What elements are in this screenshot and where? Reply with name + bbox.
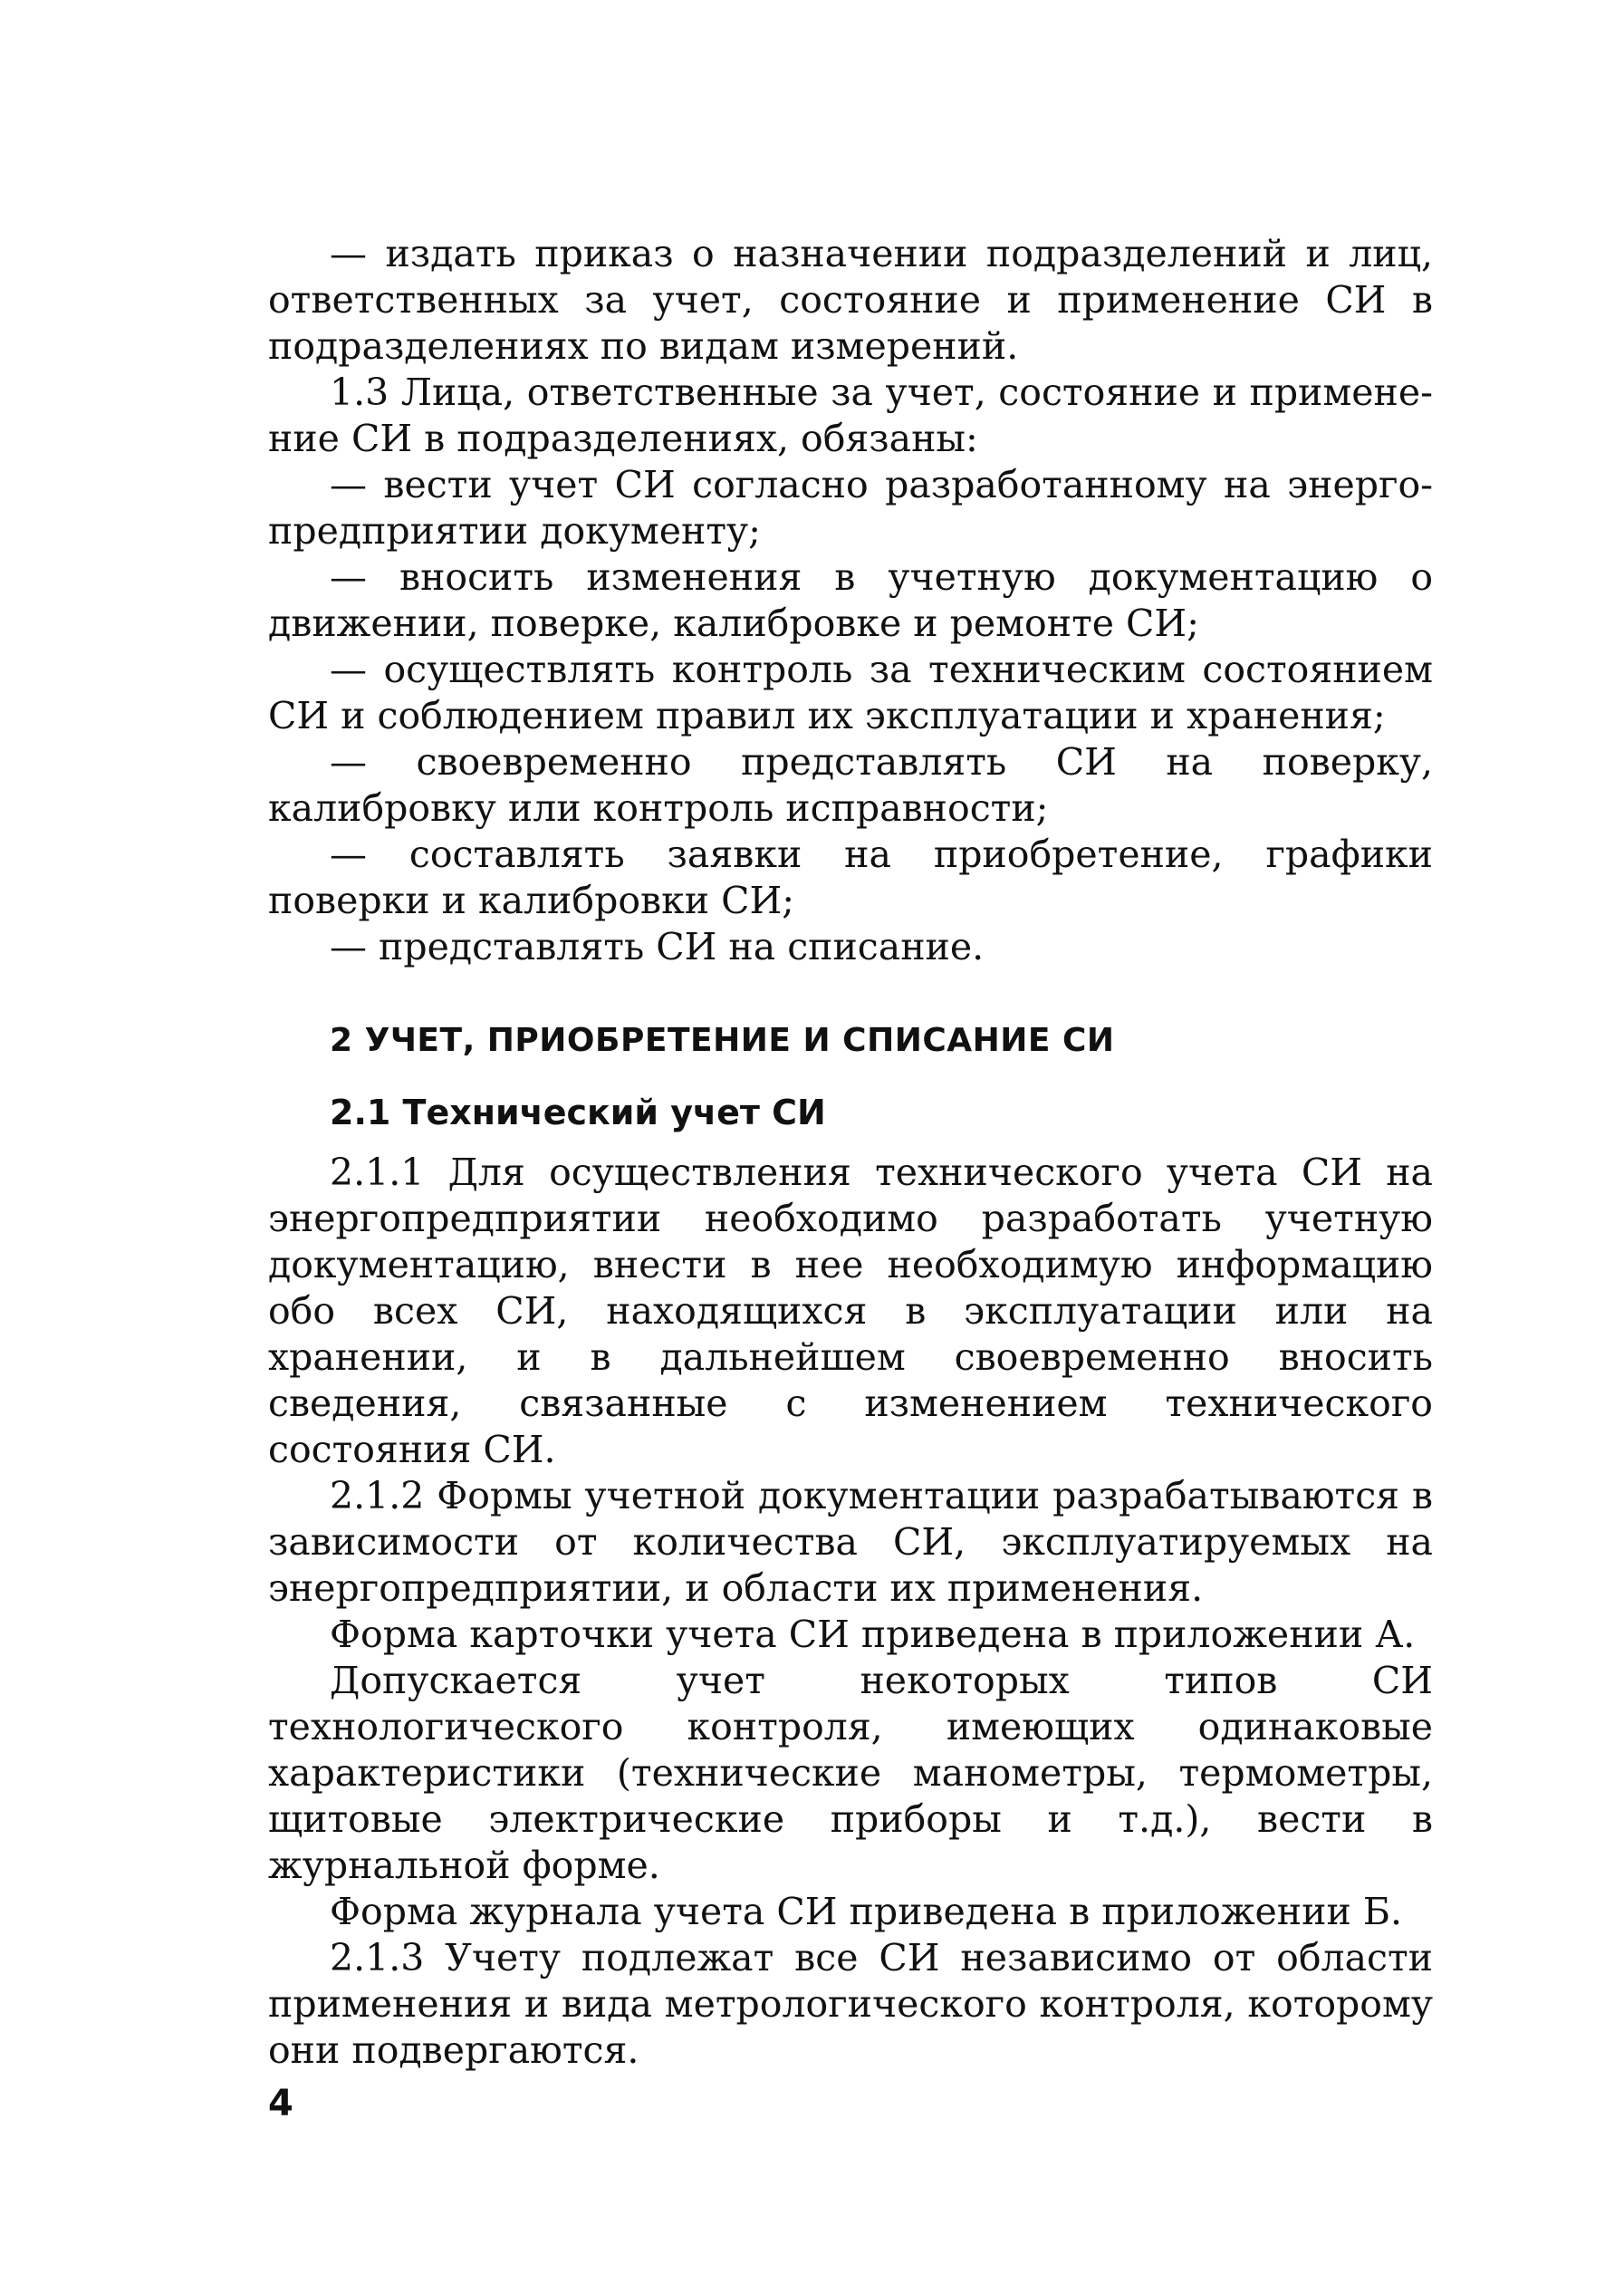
paragraph-2-1-2: 2.1.2 Формы учетной документации разрабатываются в зависимости от количества СИ, эксплуатируемых на энергопредприятии, и области их применения. xyxy=(268,1474,1433,1610)
paragraph-card-form: Форма карточки учета СИ приведена в приложении А. xyxy=(330,1613,1416,1656)
paragraph-journal-form: Форма журнала учета СИ приведена в приложении Б. xyxy=(330,1890,1402,1933)
paragraph-order-responsibles: — издать приказ о назначении подразделений и лиц, ответственных за учет, состояние и применение СИ в подразделениях по видам измерений. xyxy=(268,232,1433,368)
paragraph-2-1-3: 2.1.3 Учету подлежат все СИ независимо от области применения и вида метрологического контроля, которому они подвергаются. xyxy=(268,1936,1433,2072)
list-item-write-off: — представлять СИ на списание. xyxy=(330,925,985,968)
document-page xyxy=(268,231,1433,2074)
paragraph-1-3-duties-intro: 1.3 Лица, ответственные за учет, состояние и применение СИ в подразделениях, обязаны: xyxy=(268,371,1433,460)
list-item-update-documentation: — вносить изменения в учетную документацию о движении, поверке, калибровке и ремонте СИ; xyxy=(268,555,1433,645)
paragraph-journal-allowed: Допускается учет некоторых типов СИ технологического контроля, имеющих одинаковые характеристики (технические манометры, термометры, щитовые электрические приборы и т.д.), вести в журнальной форме. xyxy=(268,1659,1433,1887)
list-item-make-requests: — составлять заявки на приобретение, графики поверки и калибровки СИ; xyxy=(268,833,1433,922)
list-item-submit-verification: — своевременно представлять СИ на поверку, калибровку или контроль исправности; xyxy=(268,740,1433,830)
list-item-keep-records: — вести учет СИ согласно разработанному на энергопредприятии документу; xyxy=(268,463,1433,553)
subsection-heading: 2.1 Технический учет СИ xyxy=(330,1093,826,1132)
page-number: 4 xyxy=(268,2083,293,2124)
list-item-control-condition: — осуществлять контроль за техническим состоянием СИ и соблюдением правил их эксплуатации и хранения; xyxy=(268,648,1433,737)
section-heading: 2 УЧЕТ, ПРИОБРЕТЕНИЕ И СПИСАНИЕ СИ xyxy=(330,1022,1115,1059)
paragraph-2-1-1: 2.1.1 Для осуществления технического учета СИ на энергопредприятии необходимо разработать учетную документацию, внести в нее необходимую информацию обо всех СИ, находящихся в эксплуатации или на хранении, и в дальнейшем своевременно вносить сведения, связанные с изменением технического состояния СИ. xyxy=(268,1151,1433,1471)
